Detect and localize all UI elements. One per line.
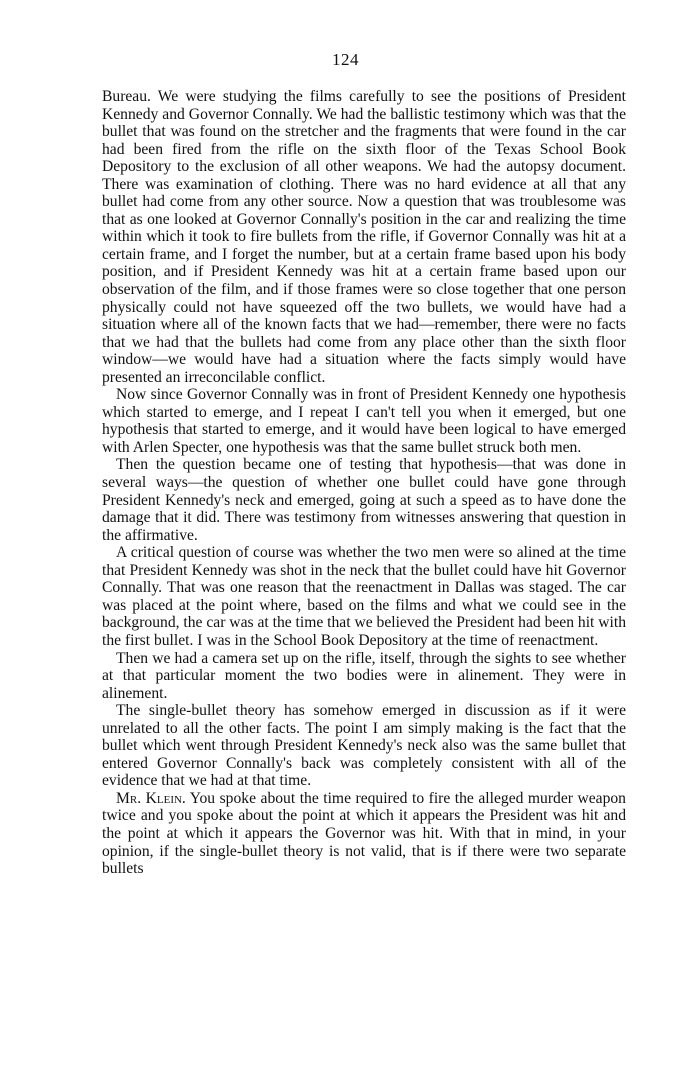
paragraph-5: Then we had a camera set up on the rifle, itself, through the sights to see whether at that particular moment the two bodies were in alinement. They were in alinement. <box>102 649 626 702</box>
paragraph-1: Bureau. We were studying the films carefully to see the positions of President Kennedy and Governor Connally. We had the ballistic testimony which was that the bullet that was found on the stretcher and the fragments that were found in the car had been fired from the rifle on the sixth floor of the Texas School Book Depository to the exclusion of all other weapons. We had the autopsy document. There was examination of clothing. There was no hard evidence at all that any bullet had come from any other source. Now a question that was troublesome was that as one looked at Governor Connally's position in the car and realizing the time within which it took to fire bullets from the rifle, if Governor Connally was hit at a certain frame, and I forget the number, but at a certain frame based upon his body position, and if President Kennedy was hit at a certain frame based upon our observation of the film, and if those frames were so close together that one person physically could not have squeezed off the two bullets, we would have had a situation where all of the known facts that we had—remember, there were no facts that we had that the bullets had come from any place other than the sixth floor window—we would have had a situation where the facts simply would have presented an irreconcilable conflict. <box>102 88 626 386</box>
body-text <box>102 88 626 878</box>
paragraph-2: Now since Governor Connally was in front of President Kennedy one hypothesis which started to emerge, and I repeat I can't tell you when it emerged, but one hypothesis that started to emerge, and it would have been logical to have emerged with Arlen Specter, one hypothesis was that the same bullet struck both men. <box>102 386 626 456</box>
speaker-name: Mr. Klein. <box>116 789 186 807</box>
paragraph-3: Then the question became one of testing that hypothesis—that was done in several ways—the question of whether one bullet could have gone through President Kennedy's neck and emerged, going at such a speed as to have done the damage that it did. There was testimony from witnesses answering that question in the affirmative. <box>102 456 626 544</box>
paragraph-6: The single-bullet theory has somehow emerged in discussion as if it were unrelated to all the other facts. The point I am simply making is the fact that the bullet which went through President Kennedy's neck also was the same bullet that entered Governor Connally's back was completely consistent with all of the evidence that we had at that time. <box>102 702 626 790</box>
speaker-text: You spoke about the time required to fire the alleged murder weapon twice and you spoke about the point at which it appears the President was hit and the point at which it appears the Governor was hit. With that in mind, in your opinion, if the single-bullet theory is not valid, that is if there were two separate bullets <box>102 789 626 878</box>
page-number: 124 <box>332 50 359 69</box>
paragraph-7 <box>102 790 626 878</box>
paragraph-4: A critical question of course was whether the two men were so alined at the time that President Kennedy was shot in the neck that the bullet could have hit Governor Connally. That was one reason that the reenactment in Dallas was staged. The car was placed at the point where, based on the films and what we could see in the background, the car was at the time that we believed the President had been hit with the first bullet. I was in the School Book Depository at the time of reenactment. <box>102 544 626 649</box>
